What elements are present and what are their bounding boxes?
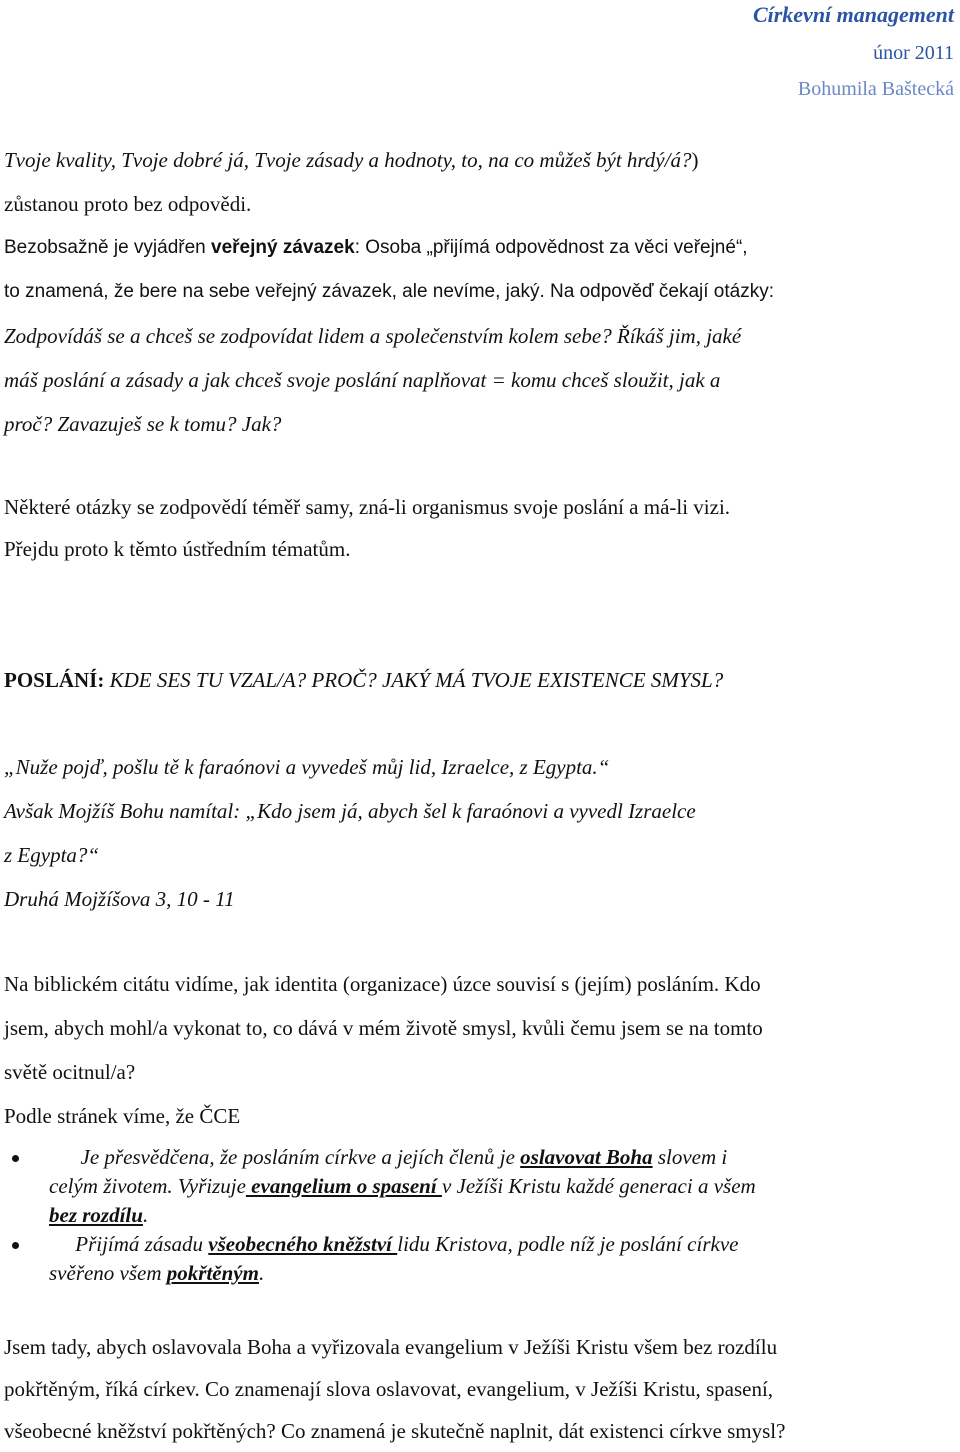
text-line: máš poslání a zásady a jak chceš svoje poslání naplňovat = komu chceš sloužit, jak a (4, 368, 721, 392)
closing-paragraph (4, 1326, 954, 1452)
quote-reference: Druhá Mojžíšova 3, 10 - 11 (4, 887, 235, 911)
link-evangelium-o-spaseni[interactable]: evangelium o spasení (245, 1174, 442, 1198)
text-line: Jsem tady, abych oslavovala Boha a vyřizovala evangelium v Ježíši Kristu všem bez rozdílu (4, 1335, 778, 1359)
intro-paragraph (4, 138, 954, 446)
bullet-icon (12, 1155, 19, 1162)
cce-mission-list (4, 1143, 944, 1288)
text-line: Na biblickém citátu vidíme, jak identita (organizace) úzce souvisí s (jejím) posláním. Kdo (4, 972, 761, 996)
text-line: Podle stránek víme, že ČCE (4, 1104, 241, 1128)
text-line: Zodpovídáš se a chceš se zodpovídat lidem a společenstvím kolem sebe? Říkáš jim, jaké (4, 324, 742, 348)
text-line: jsem, abych mohl/a vykonat to, co dává v mém životě smysl, kvůli čemu jsem se na tomto (4, 1016, 763, 1040)
link-bez-rozdilu[interactable]: bez rozdílu (49, 1203, 143, 1227)
text-line: zůstanou proto bez odpovědi. (4, 192, 252, 216)
link-oslavovat-boha[interactable]: oslavovat Boha (520, 1145, 653, 1169)
text-line: Některé otázky se zodpovědí téměř samy, zná-li organismus svoje poslání a má-li vizi. (4, 495, 731, 519)
header-title: Církevní management (752, 2, 954, 27)
section-heading: POSLÁNÍ: KDE SES TU VZAL/A? PROČ? JAKÝ MÁ TVOJE EXISTENCE SMYSL? (4, 668, 724, 692)
quote-line: z Egypta?“ (4, 843, 100, 867)
text-line: Bezobsažně je vyjádřen veřejný závazek: Osoba „přijímá odpovědnost za věci veřejné“, (4, 237, 748, 258)
list-item: Přijímá zásadu všeobecného kněžství lidu Kristova, podle níž je poslání církve svěřeno všem pokřtěným. (4, 1230, 944, 1288)
bible-quote (4, 745, 954, 921)
header-date: únor 2011 (873, 42, 954, 64)
text-line: Tvoje kvality, Tvoje dobré já, Tvoje zásady a hodnoty, to, na co můžeš být hrdý/á?) (4, 148, 699, 172)
text-line: pokřtěným, říká církev. Co znamenají slova oslavovat, evangelium, v Ježíši Kristu, spasení, (4, 1377, 774, 1401)
list-item: Je přesvědčena, že posláním církve a jejích členů je oslavovat Boha slovem i celým životem. Vyřizuje evangelium o spasení v Ježíši Kristu každé generaci a všem bez rozdílu. (4, 1143, 944, 1230)
text-line: světě ocitnul/a? (4, 1060, 136, 1084)
transition-paragraph (4, 486, 954, 570)
text-line: všeobecné kněžství pokřtěných? Co znamená je skutečně naplnit, dát existenci církve smysl? (4, 1419, 786, 1443)
text-line: Přejdu proto k těmto ústředním tématům. (4, 537, 351, 561)
quote-line: Avšak Mojžíš Bohu namítal: „Kdo jsem já, abych šel k faraónovi a vyvedl Izraelce (4, 799, 696, 823)
text-line: proč? Zavazuješ se k tomu? Jak? (4, 412, 282, 436)
identity-paragraph (4, 962, 954, 1138)
link-pokrtenym[interactable]: pokřtěným (166, 1261, 259, 1285)
bullet-icon (12, 1242, 19, 1249)
text-line: to znamená, že bere na sebe veřejný závazek, ale nevíme, jaký. Na odpověď čekají otázky: (4, 281, 774, 302)
quote-line: „Nuže pojď, pošlu tě k faraónovi a vyvedeš můj lid, Izraelce, z Egypta.“ (4, 755, 610, 779)
header-author: Bohumila Baštecká (797, 78, 954, 100)
link-vseobecneho-knezstvi[interactable]: všeobecného kněžství (208, 1232, 398, 1256)
